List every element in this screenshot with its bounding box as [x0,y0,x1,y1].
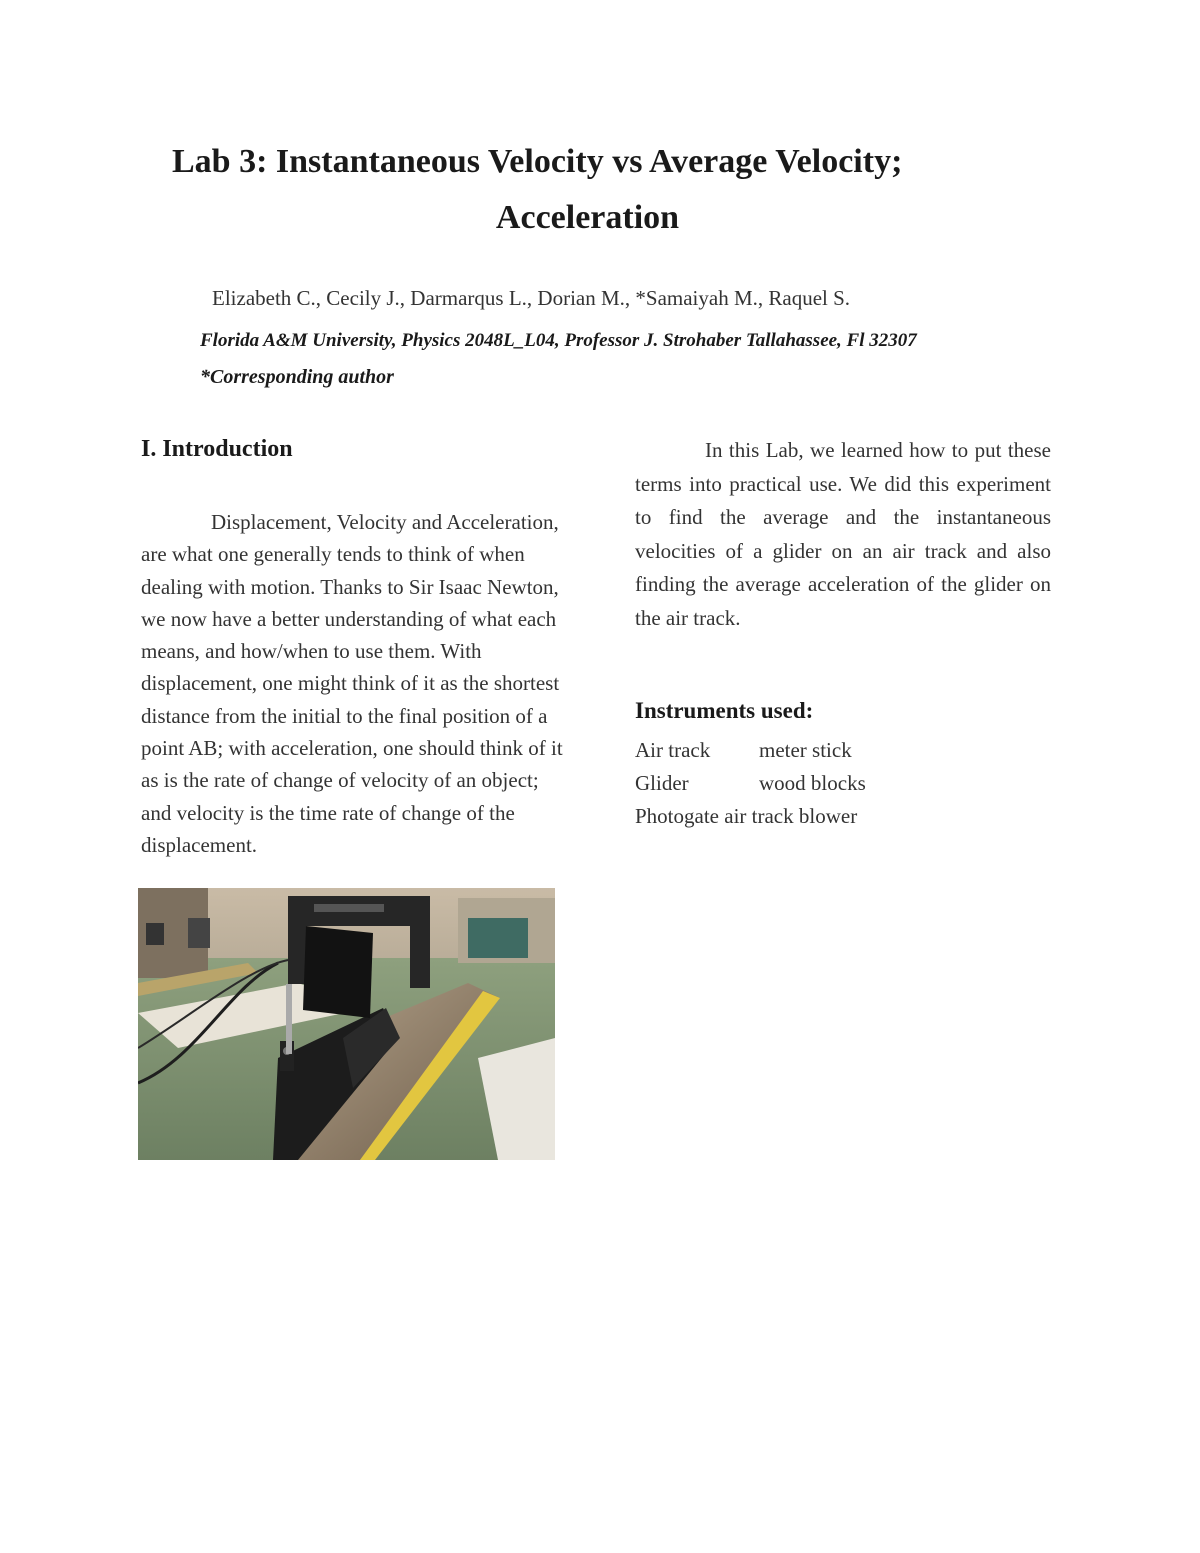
instrument-item: air track blower [724,804,858,828]
lab-paragraph [635,434,1051,635]
instrument-item: Photogate [635,804,719,828]
corresponding-author: *Corresponding author [200,366,394,388]
photogate-photo [138,888,555,1160]
title-line-2: Acceleration [495,199,680,236]
affiliation: Florida A&M University, Physics 2048L_L04, Professor J. Strohaber Tallahassee, Fl 32307 [200,330,917,351]
instrument-item: Air track [635,738,711,762]
introduction-heading: I. Introduction [141,436,293,462]
introduction-paragraph [141,506,571,861]
title-line-1: Lab 3: Instantaneous Velocity vs Average Velocity; [172,143,903,180]
lab-text: In this Lab, we learned how to put these terms into practical use. We did this experiment to find the average and the instantaneous velocities of a glider on an air track and also finding the average acceleration of the glider on the air track. [635,438,1051,630]
instrument-item: wood blocks [759,771,866,795]
instrument-item: meter stick [759,738,852,762]
introduction-text: Displacement, Velocity and Acceleration, are what one generally tends to think of when dealing with motion. Thanks to Sir Isaac Newton, we now have a better understanding of what each means, and how/when to use them. With displacement, one might think of it as the shortest distance from the initial to the final position of a point AB; with acceleration, one should think of it as is the rate of change of velocity of an object; and velocity is the time rate of change of the displacement. [141,510,563,857]
instrument-item: Glider [635,771,689,795]
instruments-heading: Instruments used: [635,698,814,723]
authors: Elizabeth C., Cecily J., Darmarqus L., Dorian M., *Samaiyah M., Raquel S. [212,286,851,310]
